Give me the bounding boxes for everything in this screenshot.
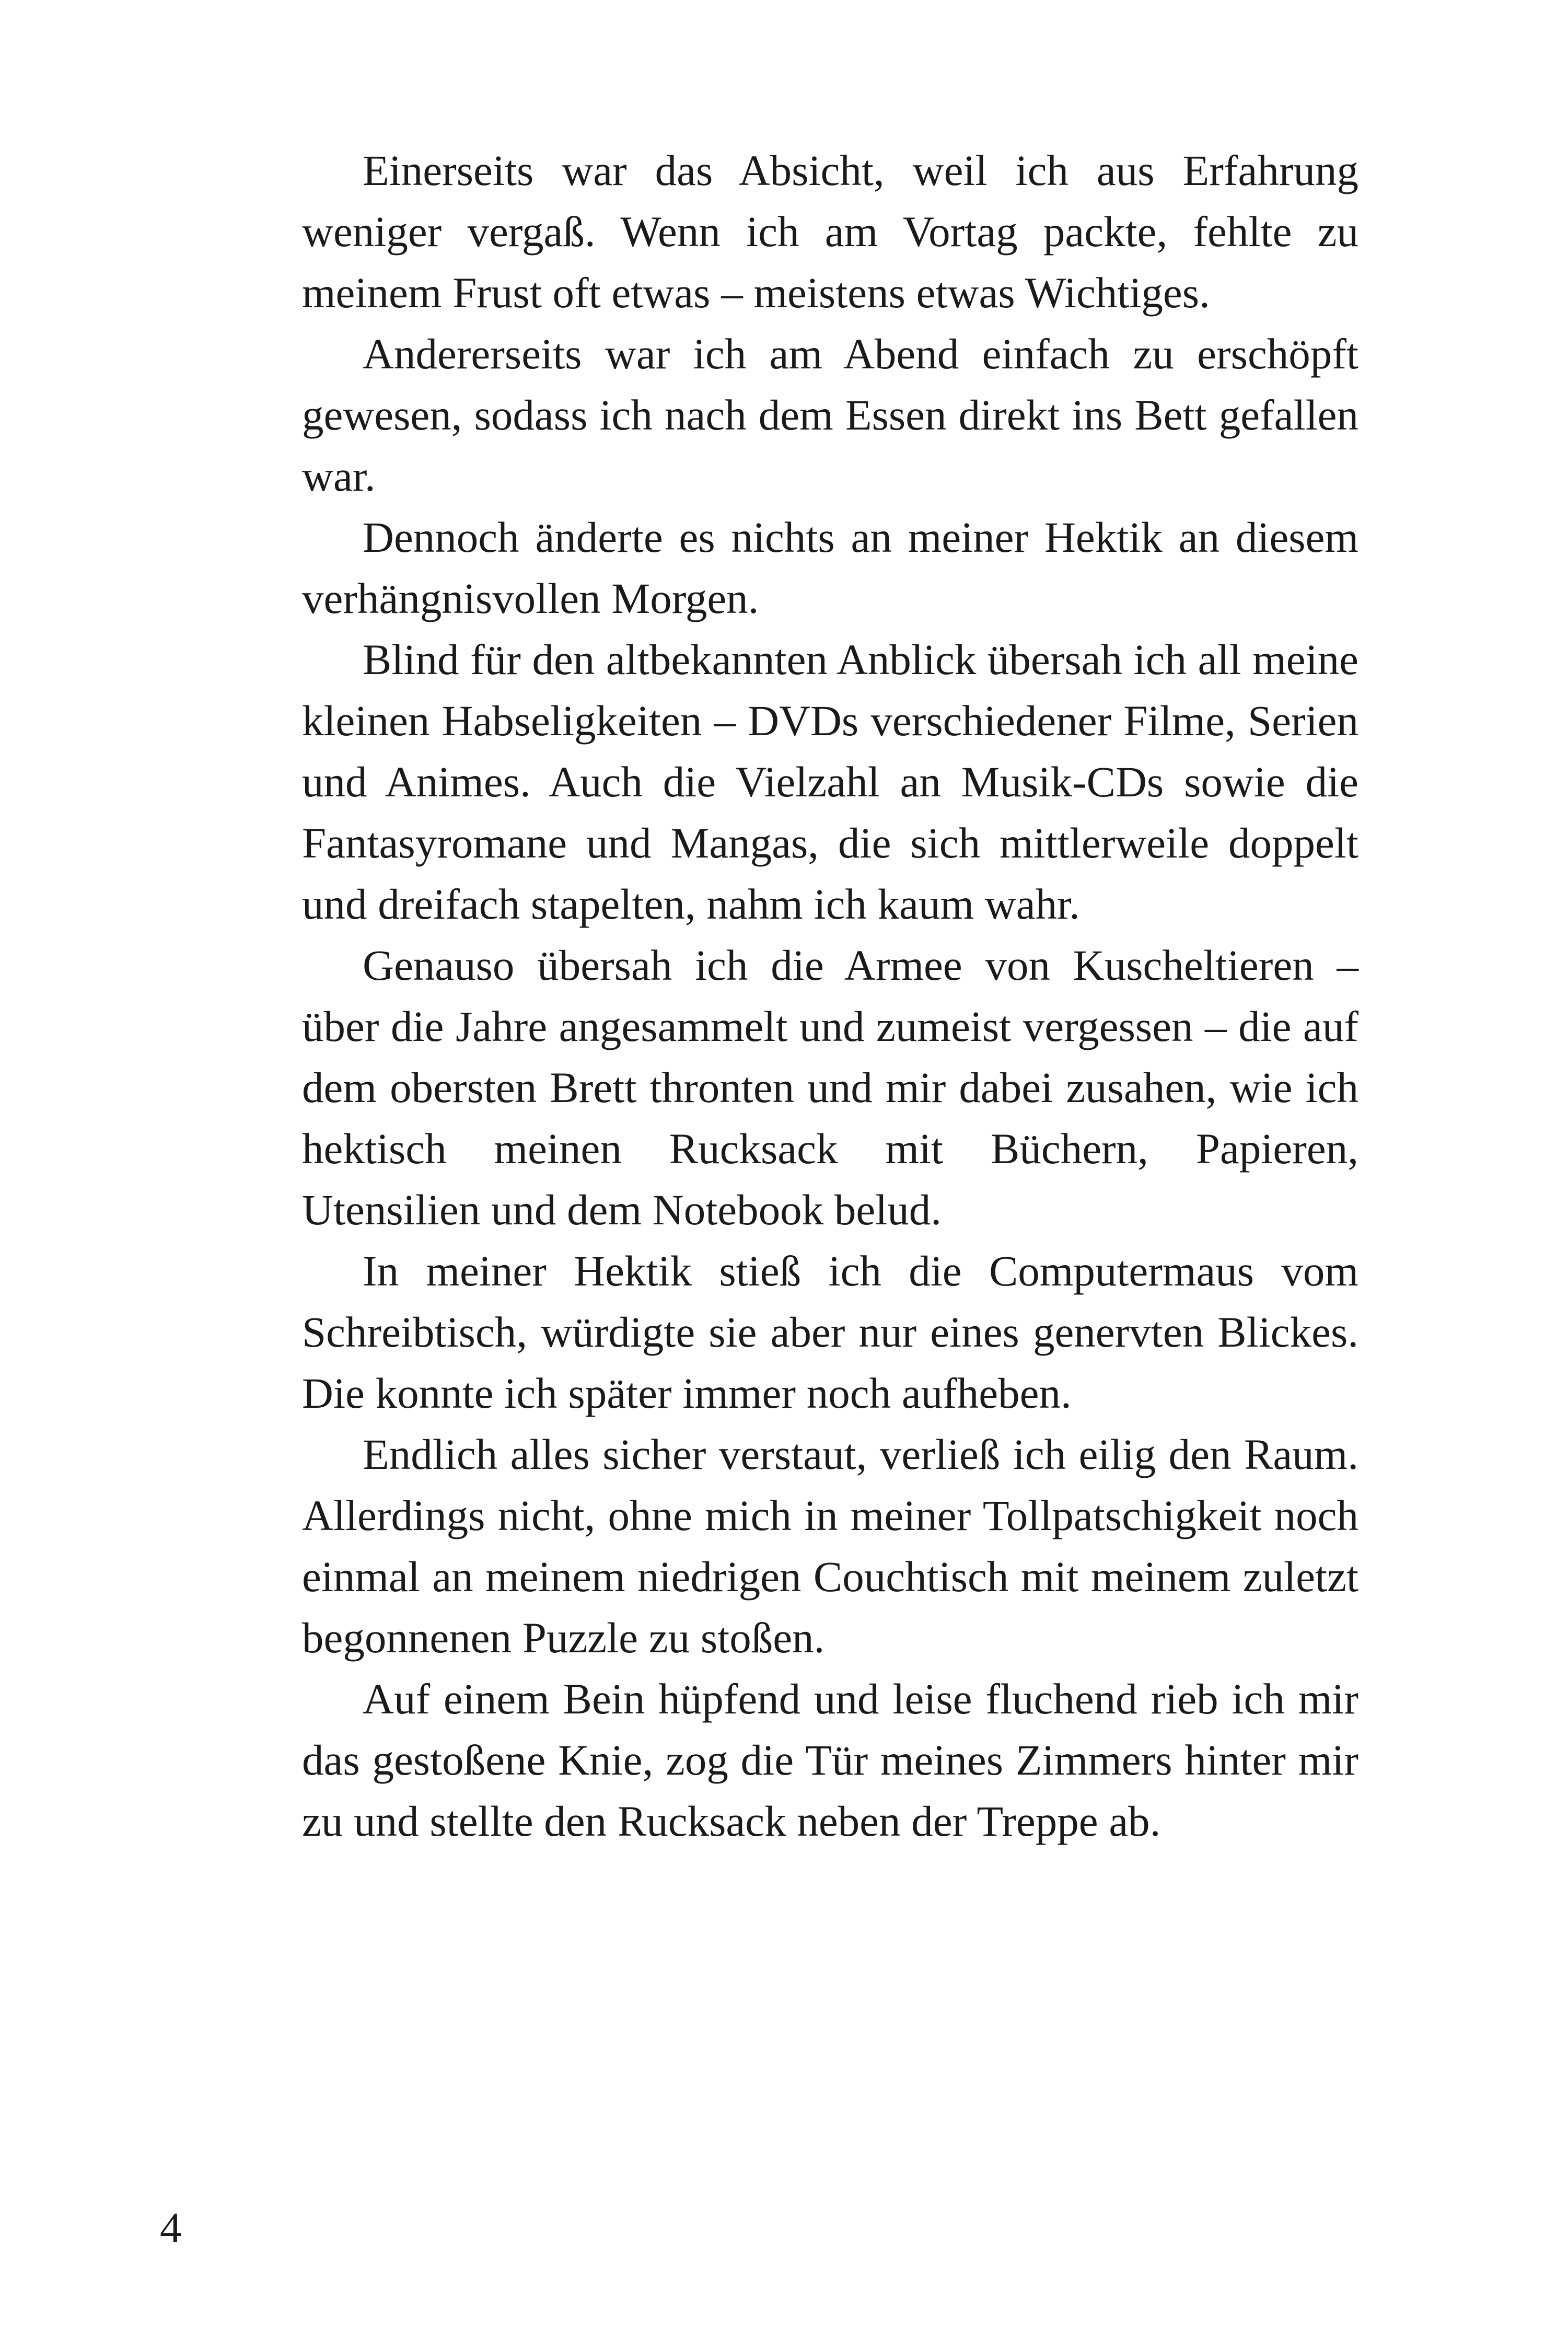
paragraph: Endlich alles sicher verstaut, verließ ich eilig den Raum. Allerdings nicht, ohne mich in meiner Tollpatschigkeit noch einmal an meinem niedrigen Couchtisch mit meinem zuletzt begonnenen Puzzle zu stoßen.	[302, 1430, 1358, 1662]
paragraph: Auf einem Bein hüpfend und leise fluchend rieb ich mir das gestoßene Knie, zog die Tür meines Zimmers hinter mir zu und stellte den Rucksack neben der Treppe ab.	[302, 1675, 1358, 1845]
paragraph: Genauso übersah ich die Armee von Kuscheltieren – über die Jahre angesammelt und zumeist vergessen – die auf dem obersten Brett thronten und mir dabei zusahen, wie ich hektisch meinen Rucksack mit Büchern, Papieren, Utensilien und dem Notebook belud.	[302, 941, 1358, 1234]
paragraph: Dennoch änderte es nichts an meiner Hektik an diesem verhängnisvollen Morgen.	[302, 513, 1358, 622]
paragraph: Blind für den altbekannten Anblick übersah ich all meine kleinen Habseligkeiten – DVDs verschiedener Filme, Serien und Animes. Auch die Vielzahl an Musik-CDs sowie die Fantasyromane und Mangas, die sich mittlerweile doppelt und dreifach stapelten, nahm ich kaum wahr.	[302, 635, 1358, 928]
paragraph: In meiner Hektik stieß ich die Computermaus vom Schreibtisch, würdigte sie aber nur eines genervten Blickes. Die konnte ich später immer noch aufheben.	[302, 1247, 1358, 1417]
paragraph: Einerseits war das Absicht, weil ich aus Erfahrung weniger vergaß. Wenn ich am Vortag packte, fehlte zu meinem Frust oft etwas – meistens etwas Wichtiges.	[302, 146, 1358, 317]
paragraph: Andererseits war ich am Abend einfach zu erschöpft gewesen, sodass ich nach dem Essen direkt ins Bett gefallen war.	[302, 330, 1358, 500]
body-text	[302, 140, 1358, 1852]
page-number: 4	[160, 2204, 182, 2252]
